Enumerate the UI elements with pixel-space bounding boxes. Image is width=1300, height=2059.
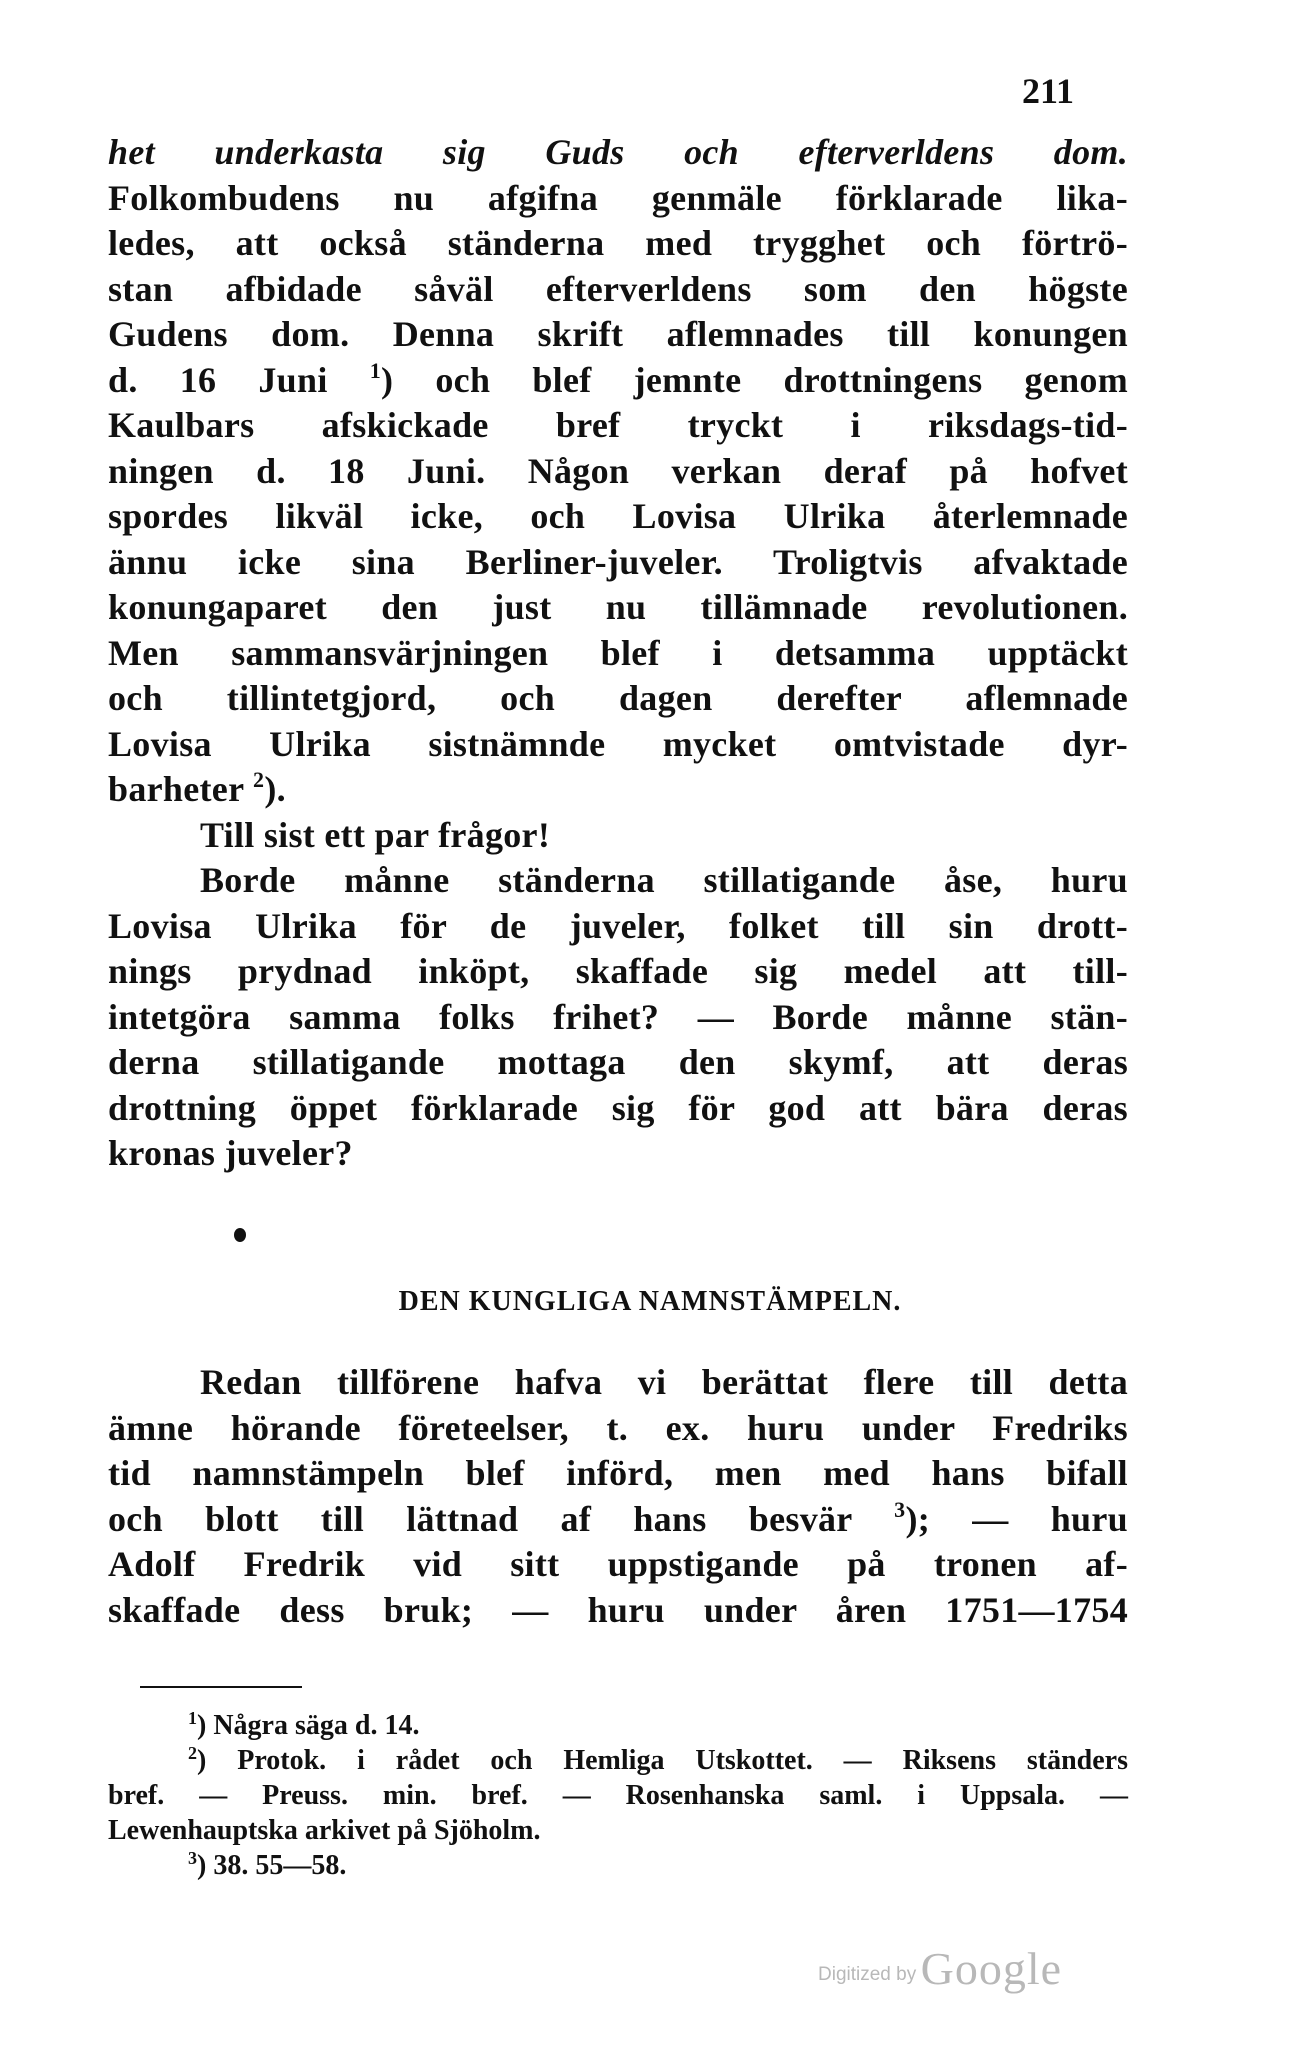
body-line-part: barheter (108, 769, 244, 809)
footnote-text: ) Protok. i rådet och Hemliga Utskottet. — Riksens ständers (197, 1745, 1128, 1776)
section-line: ämne hörande företeelser, t. ex. huru under Fredriks (108, 1407, 1128, 1448)
footnote-mark: 2 (253, 767, 265, 792)
footnote-number: 3 (188, 1848, 197, 1868)
body-line: spordes likväl icke, och Lovisa Ulrika återlemnade (108, 496, 1128, 536)
page-number: 211 (1022, 71, 1075, 111)
body-line: Men sammansvärjningen blef i detsamma upptäckt (108, 632, 1128, 673)
body-line: Folkombudens nu afgifna genmäle förklarade lika- (108, 177, 1128, 218)
body-line-part: d. 16 Juni (108, 359, 328, 400)
section-line: skaffade dess bruk; — huru under åren 1751—1754 (108, 1589, 1128, 1630)
body-line: intetgöra samma folks frihet? — Borde månne stän- (108, 996, 1128, 1037)
body-line: Kaulbars afskickade bref tryckt i riksdags-tid- (108, 405, 1128, 445)
body-line-with-note (108, 767, 1128, 813)
footnote-mark: 3 (894, 1496, 906, 1522)
section-heading: DEN KUNGLIGA NAMNSTÄMPELN. (398, 1286, 902, 1317)
body-line-with-note (108, 358, 1128, 404)
body-line-part: ) och blef jemnte drottningens genom (381, 359, 1128, 400)
footnote-number: 2 (188, 1743, 197, 1763)
footnotes (108, 1708, 1128, 1883)
body-line: nings prydnad inköpt, skaffade sig medel att till- (108, 951, 1128, 991)
section-line: Redan tillförene hafva vi berättat flere till detta (200, 1362, 1128, 1402)
ornament-dot-icon (234, 1228, 246, 1242)
footnote-line: bref. — Preuss. min. bref. — Rosenhanska saml. i Uppsala. — (108, 1780, 1128, 1811)
footnote-text: ) Några säga d. 14. (197, 1710, 420, 1741)
section-line: Adolf Fredrik vid sitt uppstigande på tronen af- (108, 1544, 1128, 1584)
body-line: Borde månne ständerna stillatigande åse, huru (200, 860, 1128, 900)
body-line: ledes, att också ständerna med trygghet och förtrö- (108, 223, 1128, 263)
footnote-line (108, 1743, 1128, 1778)
footnote-text: ) 38. 55—58. (197, 1850, 347, 1881)
footnote-number: 1 (188, 1708, 197, 1728)
google-logo: Google (920, 1943, 1063, 1994)
section-line-part: ); — huru (905, 1498, 1128, 1539)
section-paragraph (108, 1360, 1128, 1633)
footnote-line (108, 1848, 1128, 1883)
section-line-with-note (108, 1497, 1128, 1543)
digitized-watermark (818, 1942, 1062, 1995)
footnote-divider (140, 1686, 302, 1688)
footnote-line: Lewenhauptska arkivet på Sjöholm. (108, 1815, 541, 1846)
body-line-part: ). (264, 769, 286, 809)
body-line: Gudens dom. Denna skrift aflemnades till konungen (108, 314, 1128, 354)
body-line: het underkasta sig Guds och efterverldens dom. (108, 132, 1128, 172)
body-line: och tillintetgjord, och dagen derefter aflemnade (108, 678, 1128, 718)
body-line: konungaparet den just nu tillämnade revolutionen. (108, 587, 1128, 627)
body-line: Lovisa Ulrika för de juveler, folket till sin drott- (108, 905, 1128, 946)
body-line: derna stillatigande mottaga den skymf, att deras (108, 1042, 1128, 1082)
body-line: drottning öppet förklarade sig för god att bära deras (108, 1087, 1128, 1128)
body-line: Lovisa Ulrika sistnämnde mycket omtvistade dyr- (108, 723, 1128, 764)
section-line: tid namnstämpeln blef införd, men med hans bifall (108, 1453, 1128, 1493)
watermark-prefix: Digitized by (818, 1964, 917, 1985)
body-paragraphs (108, 130, 1128, 1177)
body-line: Till sist ett par frågor! (200, 814, 551, 855)
body-line: ningen d. 18 Juni. Någon verkan deraf på hofvet (108, 450, 1128, 491)
body-line: stan afbidade såväl efterverldens som den högste (108, 268, 1128, 309)
body-line: ännu icke sina Berliner-juveler. Troligtvis afvaktade (108, 541, 1128, 582)
section-line-part: och blott till lättnad af hans besvär (108, 1498, 852, 1539)
body-line: kronas juveler? (108, 1133, 353, 1173)
footnote-mark: 1 (369, 357, 382, 383)
footnote-line (108, 1708, 1128, 1743)
